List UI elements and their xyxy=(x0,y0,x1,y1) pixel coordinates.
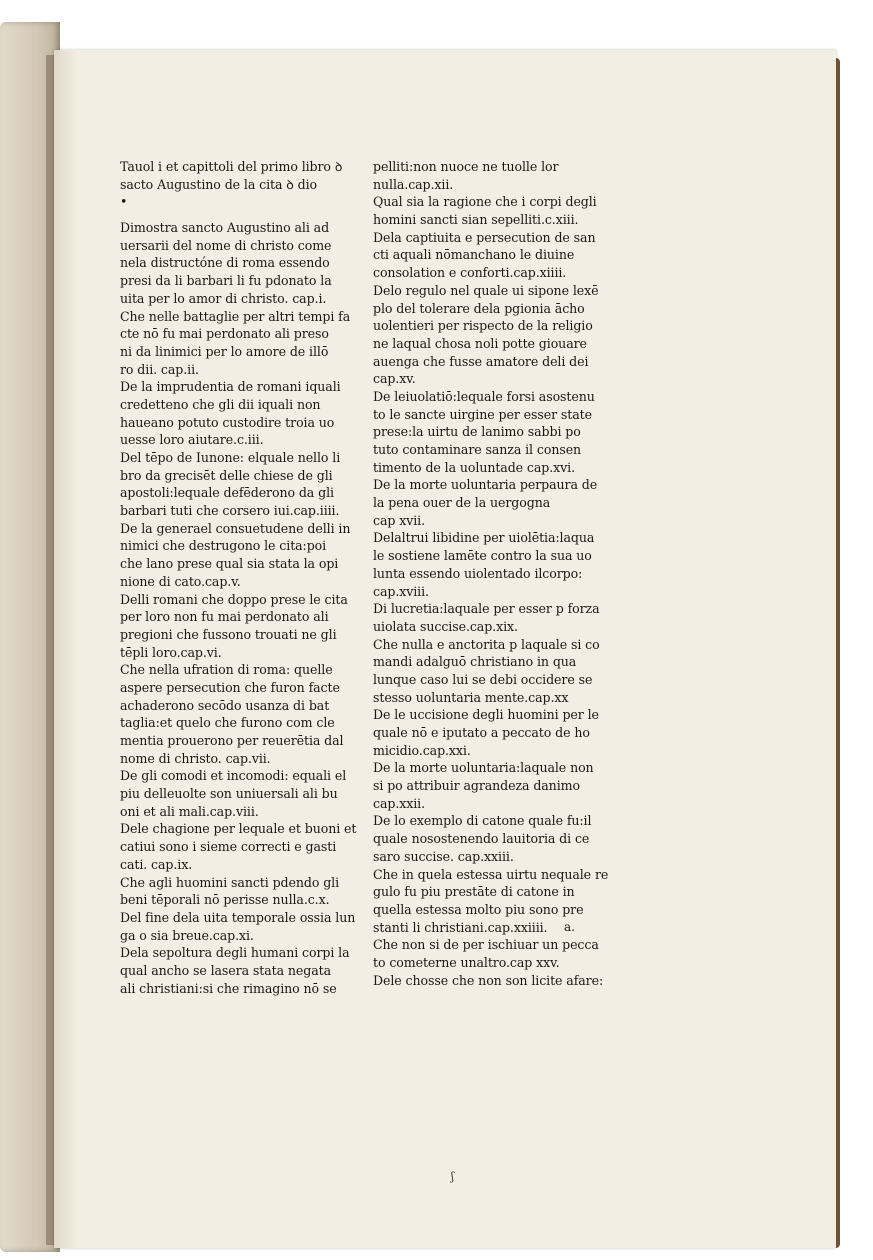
text-line: lunque caso lui se debi occidere se xyxy=(373,671,593,687)
text-line: Che agli huomini sancti pdendo gli xyxy=(120,874,340,890)
text-line: mandi adalguō christiano in qua xyxy=(373,654,577,670)
text-line: qual ancho se lasera stata negata xyxy=(120,962,331,978)
text-line: De la morte uoluntaria:laquale non xyxy=(373,760,594,776)
text-line: De gli comodi et incomodi: equali el xyxy=(120,768,347,784)
text-line: ne laqual chosa noli potte giouare xyxy=(373,335,587,351)
text-line: De la generael consuetudene delli in xyxy=(120,520,351,536)
text-line: nome di christo. cap.vii. xyxy=(120,750,271,766)
text-line: barbari tuti che corsero iui.cap.iiii. xyxy=(120,503,340,519)
text-line: pelliti:non nuoce ne tuolle lor xyxy=(373,159,559,174)
text-line: timento de la uoluntade cap.xvi. xyxy=(373,459,576,475)
text-line: presi da li barbari li fu pdonato la xyxy=(120,273,332,289)
page xyxy=(54,50,836,1248)
text-line: nimici che destrugono le cita:poi xyxy=(120,538,327,554)
text-line: cap xvii. xyxy=(373,512,426,528)
text-line: plo del tolerare dela pgionia ācho xyxy=(373,300,585,316)
text-line: consolation e conforti.cap.xiiii. xyxy=(373,265,567,281)
text-line: taglia:et quelo che furono com cle xyxy=(120,715,335,731)
text-line: stanti li christiani.cap.xxiiii. xyxy=(373,919,548,935)
text-line: Delo regulo nel quale ui sipone lexē xyxy=(373,282,599,298)
text-line: ali christiani:si che rimagino nō se xyxy=(120,980,337,996)
text-line: uita per lo amor di christo. cap.i. xyxy=(120,290,327,306)
text-line: nela distructóne di roma essendo xyxy=(120,255,330,271)
text-line: quella estessa molto piu sono pre xyxy=(373,901,584,917)
text-line: catiui sono i sieme correcti e gasti xyxy=(120,839,337,855)
text-line: quale nosostenendo lauitoria di ce xyxy=(373,831,590,847)
text-line: achaderono secōdo usanza di bat xyxy=(120,697,330,713)
text-line: uiolata succise.cap.xix. xyxy=(373,618,518,634)
text-line: De leiuolatiō:lequale forsi asostenu xyxy=(373,388,595,404)
text-line: Che in quela estessa uirtu nequale re xyxy=(373,866,609,882)
text-line: Dimostra sancto Augustino ali ad xyxy=(120,220,330,236)
text-line: cti aquali nōmanchano le diuine xyxy=(373,247,575,263)
text-line: Che non si de per ischiuar un pecca xyxy=(373,937,599,953)
text-line: cap.xv. xyxy=(373,371,416,387)
text-line: to cometerne unaltro.cap xxv. xyxy=(373,954,560,970)
text-line: Di lucretia:laquale per esser p forza xyxy=(373,601,600,617)
text-line: beni tēporali nō perisse nulla.c.x. xyxy=(120,892,330,908)
text-line: credetteno che gli dii iquali non xyxy=(120,396,321,412)
text-line: De la imprudentia de romani iquali xyxy=(120,379,341,395)
text-line: Dele chosse che non son licite afare: xyxy=(373,972,604,988)
text-line: Delaltrui libidine per uiolētia:laqua xyxy=(373,530,595,546)
text-line: tēpli loro.cap.vi. xyxy=(120,644,222,660)
text-line: per loro non fu mai perdonato ali xyxy=(120,609,329,625)
text-line: ni da linimici per lo amore de illō xyxy=(120,343,329,359)
text-line: prese:la uirtu de lanimo sabbi po xyxy=(373,424,581,440)
text-line: piu delleuolte son uniuersali ali bu xyxy=(120,786,338,802)
text-line: ga o sia breue.cap.xi. xyxy=(120,927,254,943)
text-line: cap.xxii. xyxy=(373,795,425,811)
text-line: Del tēpo de Iunone: elquale nello li xyxy=(120,450,341,465)
text-line: le sostiene lamēte contro la sua uo xyxy=(373,548,592,564)
text-line: apostoli:lequale defēderono da gli xyxy=(120,485,334,501)
text-line: homini sancti sian sepelliti.c.xiii. xyxy=(373,212,579,228)
text-line: cte nō fu mai perdonato ali preso xyxy=(120,326,329,342)
text-line: lunta essendo uiolentado ilcorpo: xyxy=(373,565,583,581)
text-line: stesso uoluntaria mente.cap.xx xyxy=(373,689,569,705)
text-line: • xyxy=(120,194,128,210)
text-line: Del fine dela uita temporale ossia lun xyxy=(120,909,356,925)
text-line: Dele chagione per lequale et buoni et xyxy=(120,821,357,837)
text-line: to le sancte uirgine per esser state xyxy=(373,406,592,422)
text-line: bro da grecisēt delle chiese de gli xyxy=(120,467,333,483)
text-line: quale nō e iputato a peccato de ho xyxy=(373,725,590,740)
text-line: Dela sepoltura degli humani corpi la xyxy=(120,945,350,961)
text-line: uersarii del nome di christo come xyxy=(120,237,332,253)
text-line: De lo exemplo di catone quale fu:il xyxy=(373,813,592,829)
text-line: cati. cap.ix. xyxy=(120,856,193,872)
page-bottom-mark: ʃ xyxy=(451,1170,454,1183)
text-line: gulo fu piu prestāte di catone in xyxy=(373,884,575,900)
text-line: saro succise. cap.xxiii. xyxy=(373,848,514,864)
right-text-column xyxy=(373,158,653,989)
text-line: Tauol i et capittoli del primo libro ꝺ xyxy=(120,159,343,174)
text-line: tuto contaminare sanza il consen xyxy=(373,442,582,457)
text-line: la pena ouer de la uergogna xyxy=(373,495,551,511)
text-line: aspere persecution che furon facte xyxy=(120,679,340,695)
text-line: uolentieri per rispecto de la religio xyxy=(373,318,593,334)
text-line: uesse loro aiutare.c.iii. xyxy=(120,432,264,448)
text-line: Che nelle battaglie per altri tempi fa xyxy=(120,308,351,324)
text-line: che lano prese qual sia stata la opi xyxy=(120,556,339,572)
text-line: pregioni che fussono trouati ne gli xyxy=(120,626,337,642)
book-spine-edge xyxy=(46,55,54,1245)
text-line: Delli romani che doppo prese le cita xyxy=(120,591,348,607)
text-line: sacto Augustino de la cita ꝺ dio xyxy=(120,176,318,192)
text-line: nione di cato.cap.v. xyxy=(120,573,241,589)
text-line: ro dii. cap.ii. xyxy=(120,361,199,377)
text-line: haueano potuto custodire troia uo xyxy=(120,414,335,430)
text-line: nulla.cap.xii. xyxy=(373,176,454,192)
signature-mark: a. xyxy=(564,920,575,934)
text-line: Che nella ufration di roma: quelle xyxy=(120,662,333,678)
text-line: micidio.cap.xxi. xyxy=(373,742,471,758)
text-line: oni et ali mali.cap.viii. xyxy=(120,803,259,819)
text-line: si po attribuir agrandeza danimo xyxy=(373,778,580,794)
text-line: De le uccisione degli huomini per le xyxy=(373,707,599,723)
text-line: Qual sia la ragione che i corpi degli xyxy=(373,194,597,210)
text-line: auenga che fusse amatore deli dei xyxy=(373,353,589,369)
text-line: Che nulla e anctorita p laquale si co xyxy=(373,636,600,652)
text-line: Dela captiuita e persecution de san xyxy=(373,229,596,245)
text-line: cap.xviii. xyxy=(373,583,429,599)
text-line: De la morte uoluntaria perpaura de xyxy=(373,477,598,493)
text-line: mentia prouerono per reuerētia dal xyxy=(120,733,344,748)
